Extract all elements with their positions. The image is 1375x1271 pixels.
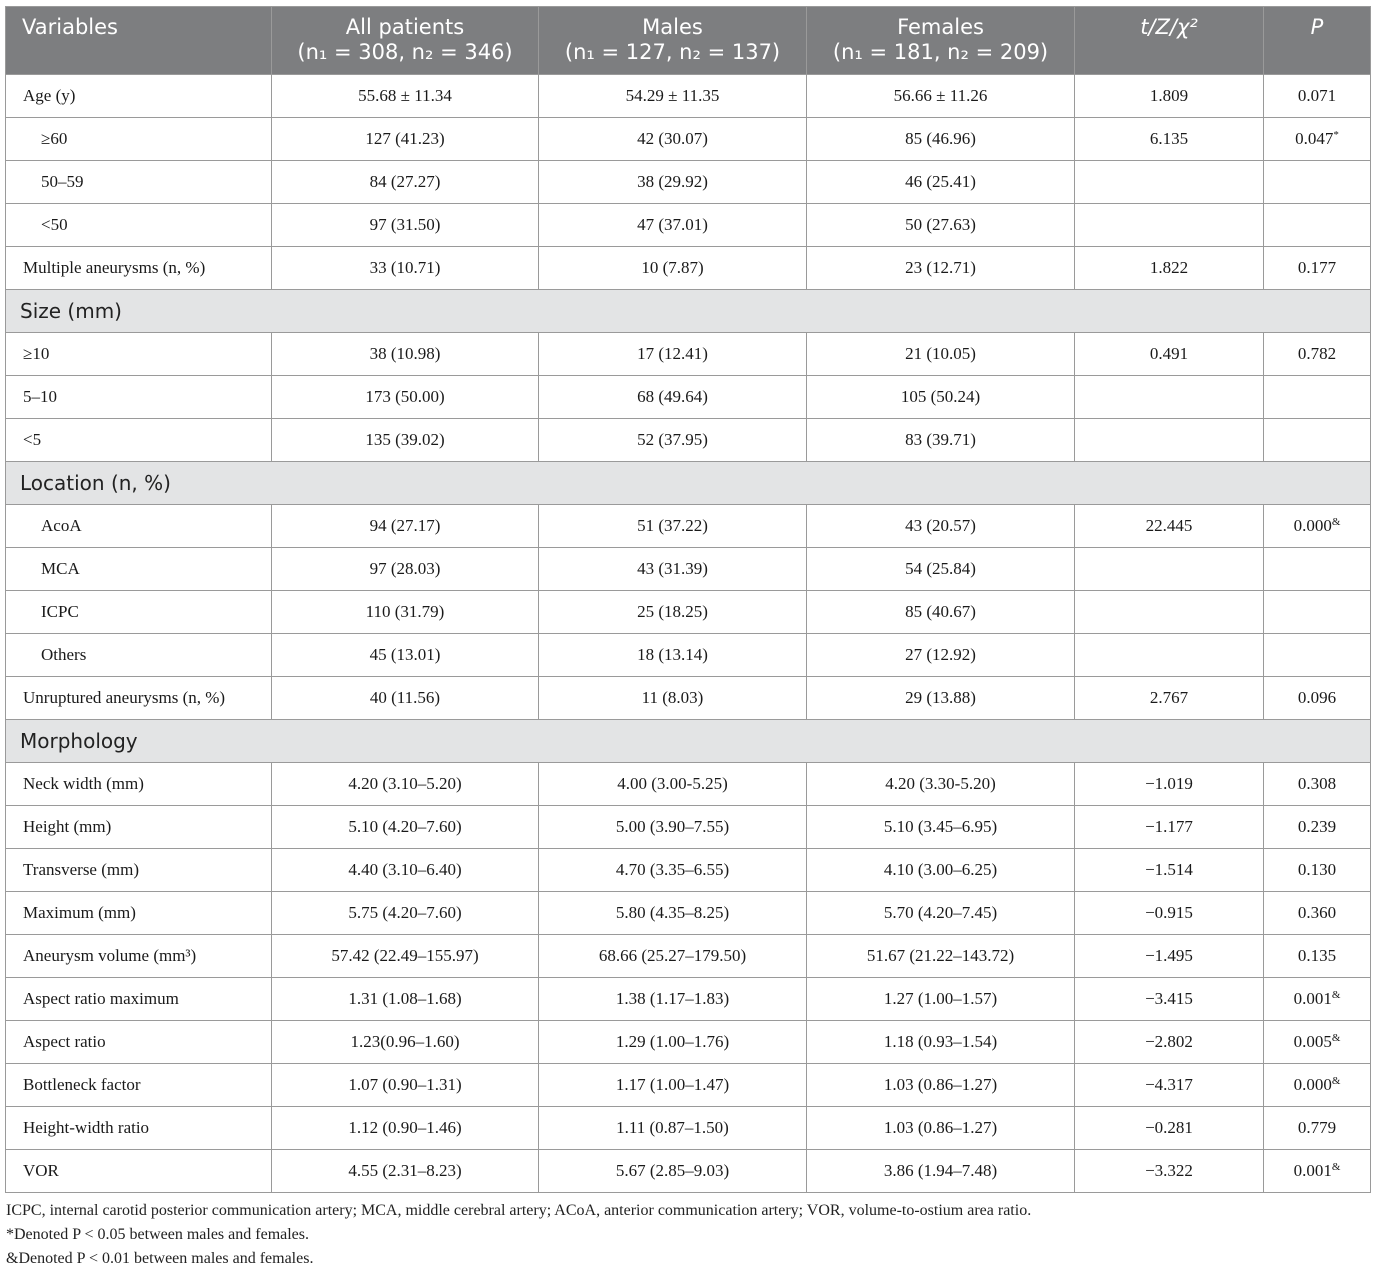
cell-p-value (1264, 161, 1371, 204)
row-label: Neck width (mm) (6, 763, 272, 806)
cell-test-statistic (1075, 204, 1264, 247)
row-label: ICPC (6, 591, 272, 634)
cell-males: 5.80 (4.35–8.25) (539, 892, 807, 935)
table-row (6, 1107, 1371, 1150)
cell-females: 83 (39.71) (807, 419, 1075, 462)
cell-test-statistic (1075, 591, 1264, 634)
cell-females: 50 (27.63) (807, 204, 1075, 247)
header-row (6, 7, 1371, 75)
table-row (6, 935, 1371, 978)
cell-males: 1.29 (1.00–1.76) (539, 1021, 807, 1064)
header-males (539, 7, 807, 75)
table-row (6, 247, 1371, 290)
table-row (6, 75, 1371, 118)
cell-p-value: 0.177 (1264, 247, 1371, 290)
table-row (6, 118, 1371, 161)
cell-p-value (1264, 1064, 1371, 1107)
cell-p-value: 0.096 (1264, 677, 1371, 720)
row-label: Others (6, 634, 272, 677)
cell-females: 1.03 (0.86–1.27) (807, 1064, 1075, 1107)
cell-females: 105 (50.24) (807, 376, 1075, 419)
cell-p-value: 0.308 (1264, 763, 1371, 806)
cell-males: 1.11 (0.87–1.50) (539, 1107, 807, 1150)
cell-p-value (1264, 548, 1371, 591)
cell-p-value (1264, 978, 1371, 1021)
cell-females: 54 (25.84) (807, 548, 1075, 591)
section-heading: Morphology (6, 720, 1371, 763)
row-label: Height (mm) (6, 806, 272, 849)
cell-p-value (1264, 591, 1371, 634)
significance-marker: * (1333, 129, 1339, 141)
cell-all-patients: 4.55 (2.31–8.23) (272, 1150, 539, 1193)
significance-marker: & (1331, 1075, 1341, 1087)
cell-females: 27 (12.92) (807, 634, 1075, 677)
cell-all-patients: 45 (13.01) (272, 634, 539, 677)
cell-test-statistic: −1.019 (1075, 763, 1264, 806)
cell-p-value (1264, 1021, 1371, 1064)
cell-all-patients: 97 (28.03) (272, 548, 539, 591)
cell-p-value: 0.360 (1264, 892, 1371, 935)
table-row (6, 634, 1371, 677)
row-label: AcoA (6, 505, 272, 548)
row-label: Maximum (mm) (6, 892, 272, 935)
section-row (6, 290, 1371, 333)
table-body (6, 75, 1371, 1193)
cell-all-patients: 57.42 (22.49–155.97) (272, 935, 539, 978)
cell-females: 23 (12.71) (807, 247, 1075, 290)
cell-females: 1.27 (1.00–1.57) (807, 978, 1075, 1021)
p-value-text: 0.005 (1293, 1032, 1332, 1051)
row-label: <50 (6, 204, 272, 247)
table-row (6, 548, 1371, 591)
table-row (6, 892, 1371, 935)
table-row (6, 1150, 1371, 1193)
section-heading: Size (mm) (6, 290, 1371, 333)
cell-all-patients: 97 (31.50) (272, 204, 539, 247)
table-row (6, 161, 1371, 204)
cell-p-value: 0.130 (1264, 849, 1371, 892)
cell-males: 5.00 (3.90–7.55) (539, 806, 807, 849)
cell-all-patients: 1.07 (0.90–1.31) (272, 1064, 539, 1107)
footnote-significance-005: *Denoted P < 0.05 between males and females. (6, 1226, 310, 1243)
cell-males: 54.29 ± 11.35 (539, 75, 807, 118)
cell-males: 68 (49.64) (539, 376, 807, 419)
cell-all-patients: 94 (27.17) (272, 505, 539, 548)
significance-marker: & (1331, 516, 1341, 528)
table-row (6, 204, 1371, 247)
table-row (6, 978, 1371, 1021)
cell-test-statistic: 6.135 (1075, 118, 1264, 161)
cell-males: 1.17 (1.00–1.47) (539, 1064, 807, 1107)
cell-all-patients: 38 (10.98) (272, 333, 539, 376)
cell-test-statistic: −0.915 (1075, 892, 1264, 935)
significance-marker: & (1331, 1161, 1341, 1173)
header-females-label: Females (897, 15, 984, 39)
header-females (807, 7, 1075, 75)
cell-test-statistic (1075, 161, 1264, 204)
cell-test-statistic: 0.491 (1075, 333, 1264, 376)
cell-test-statistic: 1.809 (1075, 75, 1264, 118)
cell-p-value: 0.135 (1264, 935, 1371, 978)
cell-males: 1.38 (1.17–1.83) (539, 978, 807, 1021)
cell-all-patients: 1.31 (1.08–1.68) (272, 978, 539, 1021)
header-males-n: (n₁ = 127, n₂ = 137) (564, 40, 781, 64)
cell-test-statistic (1075, 634, 1264, 677)
p-value-text: 0.000 (1293, 516, 1332, 535)
row-label: 5–10 (6, 376, 272, 419)
cell-test-statistic (1075, 419, 1264, 462)
cell-females: 5.70 (4.20–7.45) (807, 892, 1075, 935)
header-test-statistic (1075, 7, 1264, 75)
cell-all-patients: 55.68 ± 11.34 (272, 75, 539, 118)
cell-test-statistic: −1.177 (1075, 806, 1264, 849)
significance-marker: & (1331, 989, 1341, 1001)
cell-test-statistic: −2.802 (1075, 1021, 1264, 1064)
cell-all-patients: 40 (11.56) (272, 677, 539, 720)
header-males-label: Males (642, 15, 703, 39)
row-label: Bottleneck factor (6, 1064, 272, 1107)
header-p-value (1264, 7, 1371, 75)
cell-test-statistic: −1.495 (1075, 935, 1264, 978)
table-row (6, 1021, 1371, 1064)
cell-males: 4.70 (3.35–6.55) (539, 849, 807, 892)
row-label: ≥60 (6, 118, 272, 161)
cell-all-patients: 5.75 (4.20–7.60) (272, 892, 539, 935)
cell-males: 43 (31.39) (539, 548, 807, 591)
cell-all-patients: 1.23(0.96–1.60) (272, 1021, 539, 1064)
cell-p-value (1264, 1150, 1371, 1193)
header-females-n: (n₁ = 181, n₂ = 209) (832, 40, 1049, 64)
table-row (6, 849, 1371, 892)
cell-p-value (1264, 204, 1371, 247)
cell-males: 17 (12.41) (539, 333, 807, 376)
cell-test-statistic: −3.322 (1075, 1150, 1264, 1193)
cell-p-value: 0.779 (1264, 1107, 1371, 1150)
table-row (6, 806, 1371, 849)
cell-all-patients: 5.10 (4.20–7.60) (272, 806, 539, 849)
cell-p-value (1264, 634, 1371, 677)
row-label: 50–59 (6, 161, 272, 204)
cell-test-statistic: −1.514 (1075, 849, 1264, 892)
cell-p-value (1264, 376, 1371, 419)
section-heading: Location (n, %) (6, 462, 1371, 505)
row-label: Unruptured aneurysms (n, %) (6, 677, 272, 720)
cell-all-patients: 1.12 (0.90–1.46) (272, 1107, 539, 1150)
cell-test-statistic: 22.445 (1075, 505, 1264, 548)
cell-p-value: 0.071 (1264, 75, 1371, 118)
header-test-statistic-label: t/Z/χ² (1140, 15, 1198, 39)
cell-p-value (1264, 118, 1371, 161)
cell-all-patients: 84 (27.27) (272, 161, 539, 204)
cell-p-value (1264, 419, 1371, 462)
cell-p-value (1264, 505, 1371, 548)
cell-females: 46 (25.41) (807, 161, 1075, 204)
cell-males: 25 (18.25) (539, 591, 807, 634)
cell-males: 47 (37.01) (539, 204, 807, 247)
row-label: <5 (6, 419, 272, 462)
cell-females: 4.20 (3.30-5.20) (807, 763, 1075, 806)
table-row (6, 333, 1371, 376)
footnotes (5, 1193, 1370, 1271)
row-label: Aneurysm volume (mm³) (6, 935, 272, 978)
cell-test-statistic: 2.767 (1075, 677, 1264, 720)
cell-females: 85 (40.67) (807, 591, 1075, 634)
p-value-text: 0.001 (1293, 989, 1332, 1008)
cell-males: 38 (29.92) (539, 161, 807, 204)
footnote-abbreviations: ICPC, internal carotid posterior communication artery; MCA, middle cerebral artery; ACoA, anterior communication artery; VOR, volume-to-ostium area ratio. (6, 1202, 1032, 1219)
cell-all-patients: 110 (31.79) (272, 591, 539, 634)
footnote-significance-001: &Denoted P < 0.01 between males and females. (6, 1250, 314, 1267)
section-row (6, 462, 1371, 505)
cell-all-patients: 4.40 (3.10–6.40) (272, 849, 539, 892)
row-label: Height-width ratio (6, 1107, 272, 1150)
header-all-patients-n: (n₁ = 308, n₂ = 346) (297, 40, 513, 64)
cell-females: 4.10 (3.00–6.25) (807, 849, 1075, 892)
table-row (6, 376, 1371, 419)
header-all-patients (272, 7, 539, 75)
cell-females: 5.10 (3.45–6.95) (807, 806, 1075, 849)
p-value-text: 0.001 (1293, 1161, 1332, 1180)
row-label: Aspect ratio (6, 1021, 272, 1064)
cell-females: 29 (13.88) (807, 677, 1075, 720)
cell-test-statistic (1075, 548, 1264, 591)
row-label: VOR (6, 1150, 272, 1193)
row-label: Transverse (mm) (6, 849, 272, 892)
row-label: Multiple aneurysms (n, %) (6, 247, 272, 290)
p-value-text: 0.047 (1295, 129, 1334, 148)
row-label: MCA (6, 548, 272, 591)
row-label: Age (y) (6, 75, 272, 118)
cell-males: 4.00 (3.00-5.25) (539, 763, 807, 806)
cell-test-statistic (1075, 376, 1264, 419)
cell-males: 42 (30.07) (539, 118, 807, 161)
cell-all-patients: 127 (41.23) (272, 118, 539, 161)
cell-females: 21 (10.05) (807, 333, 1075, 376)
table-row (6, 677, 1371, 720)
cell-males: 68.66 (25.27–179.50) (539, 935, 807, 978)
cell-males: 18 (13.14) (539, 634, 807, 677)
cell-females: 85 (46.96) (807, 118, 1075, 161)
cell-males: 11 (8.03) (539, 677, 807, 720)
header-all-patients-label: All patients (345, 15, 465, 39)
cell-test-statistic: −4.317 (1075, 1064, 1264, 1107)
cell-all-patients: 173 (50.00) (272, 376, 539, 419)
table-container (5, 6, 1370, 1271)
cell-test-statistic: 1.822 (1075, 247, 1264, 290)
row-label: ≥10 (6, 333, 272, 376)
cell-males: 51 (37.22) (539, 505, 807, 548)
cell-p-value: 0.782 (1264, 333, 1371, 376)
cell-all-patients: 135 (39.02) (272, 419, 539, 462)
header-variables: Variables (6, 7, 272, 75)
header-p-value-label: P (1310, 15, 1324, 39)
table-row (6, 591, 1371, 634)
cell-males: 52 (37.95) (539, 419, 807, 462)
table-row (6, 505, 1371, 548)
row-label: Aspect ratio maximum (6, 978, 272, 1021)
cell-all-patients: 33 (10.71) (272, 247, 539, 290)
cell-females: 3.86 (1.94–7.48) (807, 1150, 1075, 1193)
cell-males: 10 (7.87) (539, 247, 807, 290)
cell-all-patients: 4.20 (3.10–5.20) (272, 763, 539, 806)
table-row (6, 763, 1371, 806)
cell-females: 43 (20.57) (807, 505, 1075, 548)
significance-marker: & (1331, 1032, 1341, 1044)
cell-females: 56.66 ± 11.26 (807, 75, 1075, 118)
cell-test-statistic: −0.281 (1075, 1107, 1264, 1150)
data-table (5, 6, 1371, 1193)
table-row (6, 419, 1371, 462)
cell-males: 5.67 (2.85–9.03) (539, 1150, 807, 1193)
cell-females: 1.03 (0.86–1.27) (807, 1107, 1075, 1150)
cell-females: 51.67 (21.22–143.72) (807, 935, 1075, 978)
cell-p-value: 0.239 (1264, 806, 1371, 849)
cell-females: 1.18 (0.93–1.54) (807, 1021, 1075, 1064)
cell-test-statistic: −3.415 (1075, 978, 1264, 1021)
table-row (6, 1064, 1371, 1107)
p-value-text: 0.000 (1293, 1075, 1332, 1094)
section-row (6, 720, 1371, 763)
